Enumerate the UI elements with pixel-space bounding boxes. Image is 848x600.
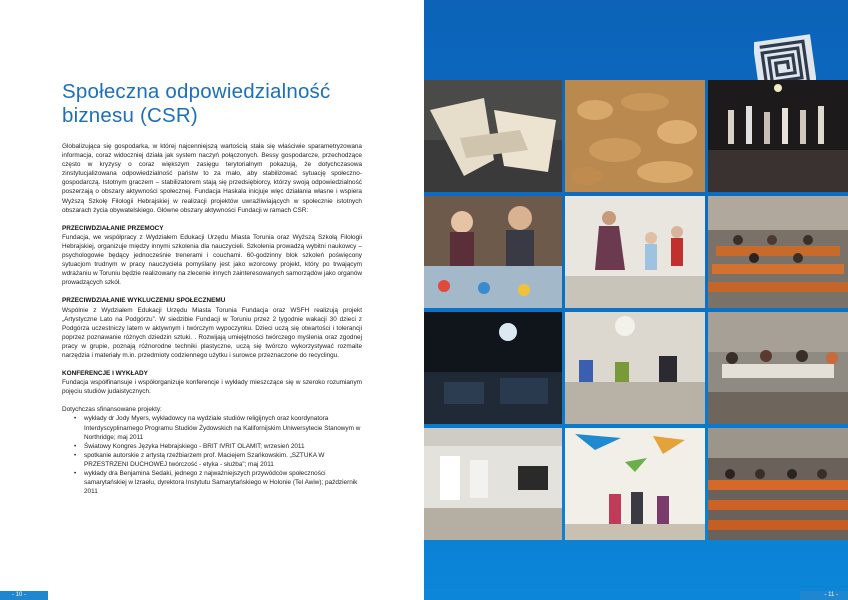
list-item: • wykłady dr Jody Myers, wykładowcy na wydziale studiów religijnych oraz koordynatora Interdyscyplinarnego Programu Studiów Żydowskich na Kalifornijskim Uniwersytecie Stanowym w Northridge; maj 2011: [84, 414, 362, 441]
list-item: • wykłady dra Benjamina Sedaki, jednego z najważniejszych przywódców społeczności samarytańskiej w Izraelu, dyrektora Instytutu Samarytańskiego w Holonie (Tel Awiw); październik 2011: [84, 469, 362, 496]
photo-kites-children: [565, 428, 705, 540]
financed-intro: Dotychczas sfinansowane projekty:: [62, 406, 162, 414]
photo-sculpture: [424, 80, 562, 192]
section-violence: [62, 224, 362, 288]
photo-workshop-table: [708, 312, 848, 424]
photo-night-event: [424, 312, 562, 424]
photo-lecture-hall: [708, 428, 848, 540]
body-text: [62, 142, 362, 496]
section-paragraph: Wspólnie z Wydziałem Edukacji Urzędu Miasta Torunia Fundacja oraz WSFH realizują projekt „Artystyczne Lato na Podgórzu”. W siedzibie Fundacji w Toruniu przez 2 tygodnie wakacji 30 dzieci z Podgórza uczestniczy latem w aktywnym i twórczym wypoczynku. Dzieci uczą się otwartości i tolerancji poprzez poznawanie różnych dziedzin sztuki. . Rozwijają umiejętności twórczego myślenia oraz zgodnej pracy w grupie, poznają różnorodne techniki plastyczne, uczą się twórczo wykorzystywać rozmaite narzędzia i materiały m.in. przedmioty codziennego użytku i surowce przeznaczone do recyclingu.: [62, 306, 362, 359]
photo-dance-workshop: [565, 196, 705, 308]
section-heading: PRZECIWDZIAŁANIE WYKLUCZENIU SPOŁECZNEMU: [62, 297, 226, 305]
financed-projects: [62, 405, 362, 496]
page-title: Społeczna odpowiedzialność biznesu (CSR): [62, 80, 331, 127]
section-paragraph: Fundacja, we współpracy z Wydziałem Edukacji Urzędu Miasta Torunia oraz Wyższą Szkołą Filologii Hebrajskiej, organizuje między innymi szkolenia dla nauczycieli. Szkolenia prowadzą wybitni naukowcy – psychologowie będący jednocześnie trenerami i couchami. 60-godzinny blok szkoleń poświęcony sytuacjom trudnym w pracy nauczyciela pomyślany jest jako wzorcowy projekt, który po trwającym wdrażaniu w Toruniu będzie realizowany na zlecenie innych zainteresowanych samorządów jako organów prowadzących szkół.: [62, 233, 362, 287]
page-number-left: - 10 -: [0, 591, 48, 600]
section-paragraph: Fundacja współfinansuje i współorganizuje konferencje i wykłady mieszczące się w szeroko rozumianym pojęciu studiów judaistycznych.: [62, 379, 362, 396]
section-heading: KONFERENCJE I WYKŁADY: [62, 370, 148, 378]
section-heading: PRZECIWDZIAŁANIE PRZEMOCY: [62, 224, 164, 232]
photo-performance-stage: [708, 80, 848, 192]
section-exclusion: [62, 296, 362, 360]
photo-conference-audience: [708, 196, 848, 308]
intro-paragraph: Globalizująca się gospodarka, w której najcenniejszą wartością stała się właściwie sparametryzowana informacja, coraz widoczniej działa jak system naczyń połączonych. Bessy gospodarcze, przechodzące często w kryzysy o coraz większym zasięgu terytorialnym pokazują, że dotychczasowa zinstytucjalizowana odpowiedzialność państw to za mało, aby stabilizować sytuację społeczno-gospodarczą. Istotnym graczem – stabilizatorem stają się przedsiębiorcy, którzy swoją odpowiedzialność poszerzają o obszary aktywności społecznej. Fundacja Haskala inicjuje więc działania własne i wspiera Wyższą Szkołę Filologii Hebrajskiej w realizacji projektów uwrażliwiających w społecznie istotnych obszarach życia obywatelskiego. Główne obszary aktywności Fundacji w ramach CSR:: [62, 143, 362, 214]
page-number-right: - 11 -: [800, 591, 848, 600]
list-item: • spotkanie autorskie z artystą rzeźbiarzem prof. Maciejem Szańkowskim. „SZTUKA W PRZESTRZENI DUCHOWEJ twórczość - etyka - służba”; maj 2011: [84, 451, 362, 469]
right-page: [424, 0, 848, 600]
photo-art-room: [565, 312, 705, 424]
projects-list: [62, 414, 362, 496]
photo-gallery-hall: [424, 428, 562, 540]
photo-children-painting: [424, 196, 562, 308]
photo-grid: [424, 80, 848, 540]
photo-clay-figures: [565, 80, 705, 192]
list-item: • Światowy Kongres Języka Hebrajskiego - BRIT IVRIT OLAMIT; wrzesień 2011: [84, 442, 362, 451]
section-conferences: [62, 369, 362, 396]
